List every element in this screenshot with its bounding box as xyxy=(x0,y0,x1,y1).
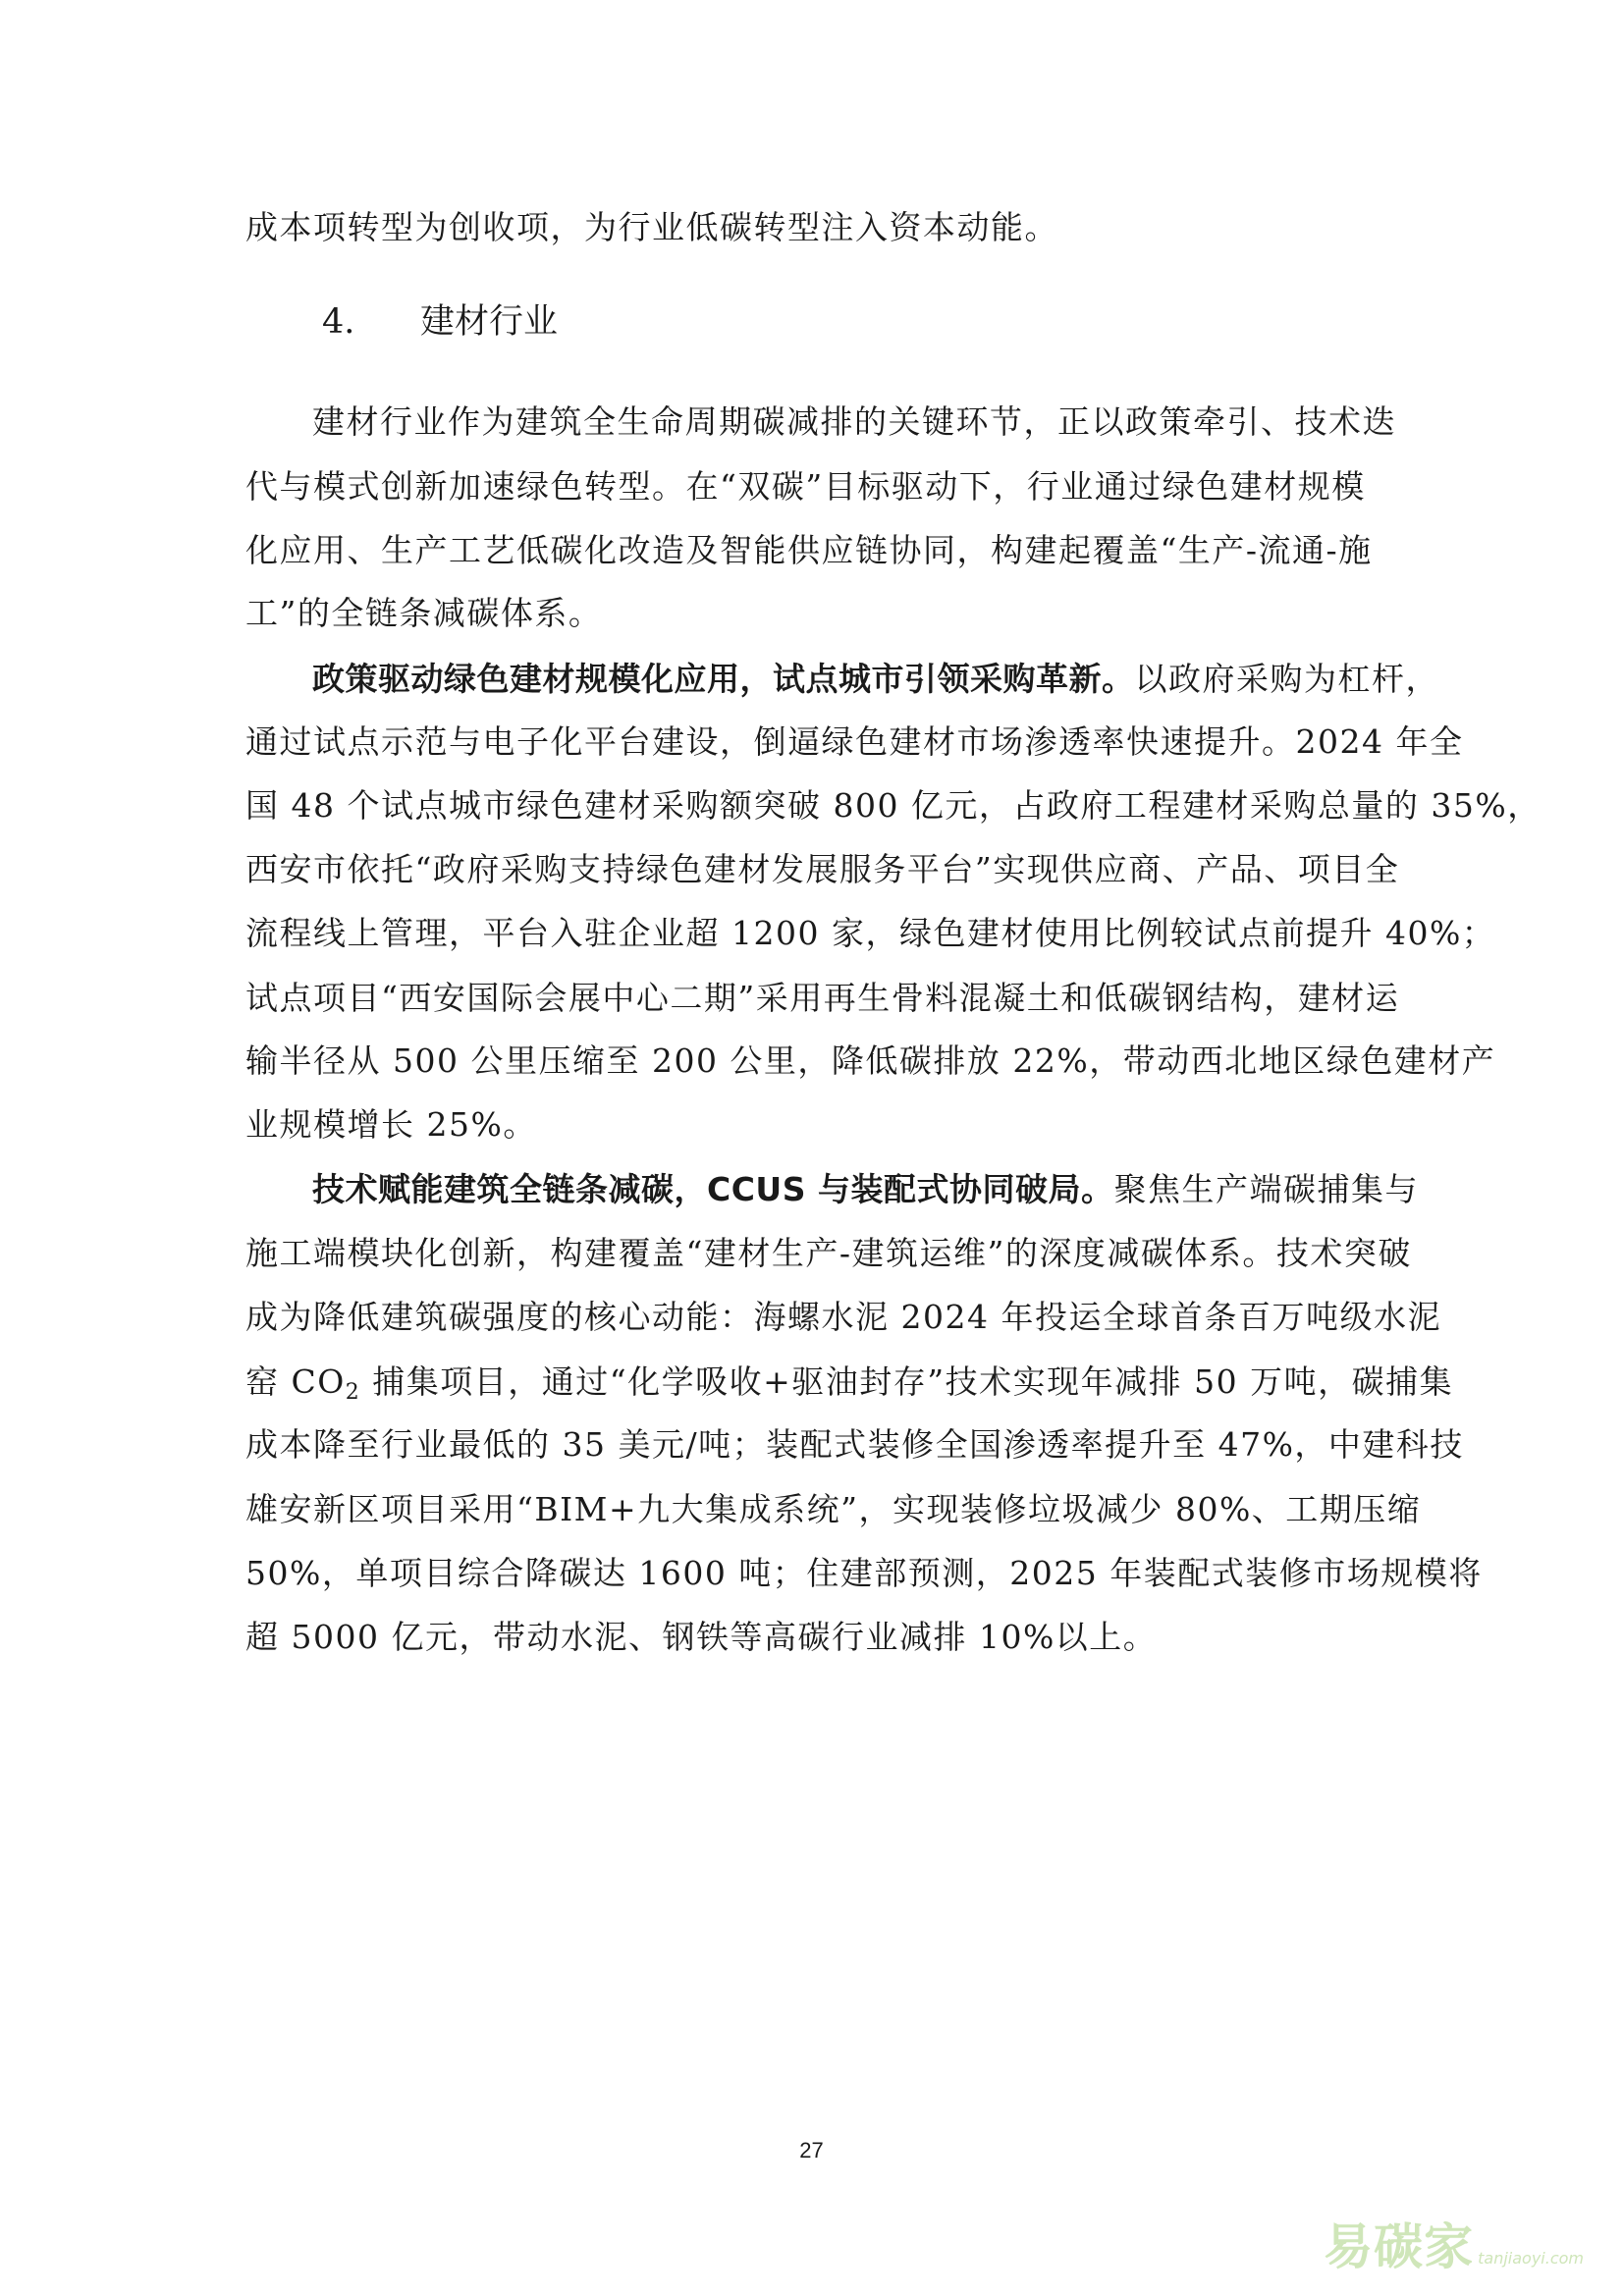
paragraph-line: 流程线上管理，平台入驻企业超 1200 家，绿色建材使用比例较试点前提升 40%； xyxy=(245,914,1496,952)
paragraph-line: 施工端模块化创新，构建覆盖“建材生产-建筑运维”的深度减碳体系。技术突破 xyxy=(245,1234,1412,1272)
page-number: 27 xyxy=(799,2138,824,2163)
paragraph-line: 成本项转型为创收项，为行业低碳转型注入资本动能。 xyxy=(245,208,1058,246)
paragraph-line: 输半径从 500 公里压缩至 200 公里，降低碳排放 22%，带动西北地区绿色建材产 xyxy=(245,1041,1496,1080)
paragraph-text: 捕集项目，通过“化学吸收+驱油封存”技术实现年减排 50 万吨，碳捕集 xyxy=(360,1362,1454,1401)
section-number: 4. xyxy=(322,302,355,342)
paragraph-line: 工”的全链条减碳体系。 xyxy=(245,594,603,632)
paragraph-line: 化应用、生产工艺低碳化改造及智能供应链协同，构建起覆盖“生产-流通-施 xyxy=(245,531,1373,569)
paragraph-line: 50%，单项目综合降碳达 1600 吨；住建部预测，2025 年装配式装修市场规模将 xyxy=(245,1554,1483,1592)
paragraph-text: 以政府采购为杠杆， xyxy=(1134,660,1439,698)
watermark-domain: tanjiaoyi.com xyxy=(1478,2249,1584,2268)
paragraph-line xyxy=(245,1361,1453,1404)
section-title: 建材行业 xyxy=(420,302,559,342)
paragraph-line: 代与模式创新加速绿色转型。在“双碳”目标驱动下，行业通过绿色建材规模 xyxy=(245,467,1366,506)
paragraph-line: 建材行业作为建筑全生命周期碳减排的关键环节，正以政策牵引、技术迭 xyxy=(312,402,1396,441)
paragraph-line: 业规模增长 25%。 xyxy=(245,1105,537,1144)
paragraph-line: 雄安新区项目采用“BIM+九大集成系统”，实现装修垃圾减少 80%、工期压缩 xyxy=(245,1490,1422,1528)
watermark-logo xyxy=(1324,2216,1584,2274)
paragraph-line xyxy=(312,1168,1419,1211)
subscript: 2 xyxy=(345,1380,361,1405)
paragraph-line xyxy=(312,658,1439,701)
watermark-text: 易碳家 xyxy=(1324,2218,1475,2275)
paragraph-lead-bold: 技术赋能建筑全链条减碳，CCUS 与装配式协同破局。 xyxy=(312,1170,1114,1208)
paragraph-line: 通过试点示范与电子化平台建设，倒逼绿色建材市场渗透率快速提升。2024 年全 xyxy=(245,722,1464,761)
paragraph-line: 国 48 个试点城市绿色建材采购额突破 800 亿元，占政府工程建材采购总量的 35%， xyxy=(245,786,1542,825)
paragraph-line: 试点项目“西安国际会展中心二期”采用再生骨料混凝土和低碳钢结构，建材运 xyxy=(245,979,1400,1017)
paragraph-line: 西安市依托“政府采购支持绿色建材发展服务平台”实现供应商、产品、项目全 xyxy=(245,850,1400,888)
paragraph-line: 成本降至行业最低的 35 美元/吨；装配式装修全国渗透率提升至 47%，中建科技 xyxy=(245,1425,1464,1464)
paragraph-line: 超 5000 亿元，带动水泥、钢铁等高碳行业减排 10%以上。 xyxy=(245,1618,1158,1656)
section-heading xyxy=(322,300,558,344)
paragraph-lead-bold: 政策驱动绿色建材规模化应用，试点城市引领采购革新。 xyxy=(312,660,1135,698)
paragraph-line: 成为降低建筑碳强度的核心动能：海螺水泥 2024 年投运全球首条百万吨级水泥 xyxy=(245,1298,1441,1336)
paragraph-text: 聚焦生产端碳捕集与 xyxy=(1113,1170,1419,1208)
paragraph-text: 窑 CO xyxy=(245,1362,346,1401)
